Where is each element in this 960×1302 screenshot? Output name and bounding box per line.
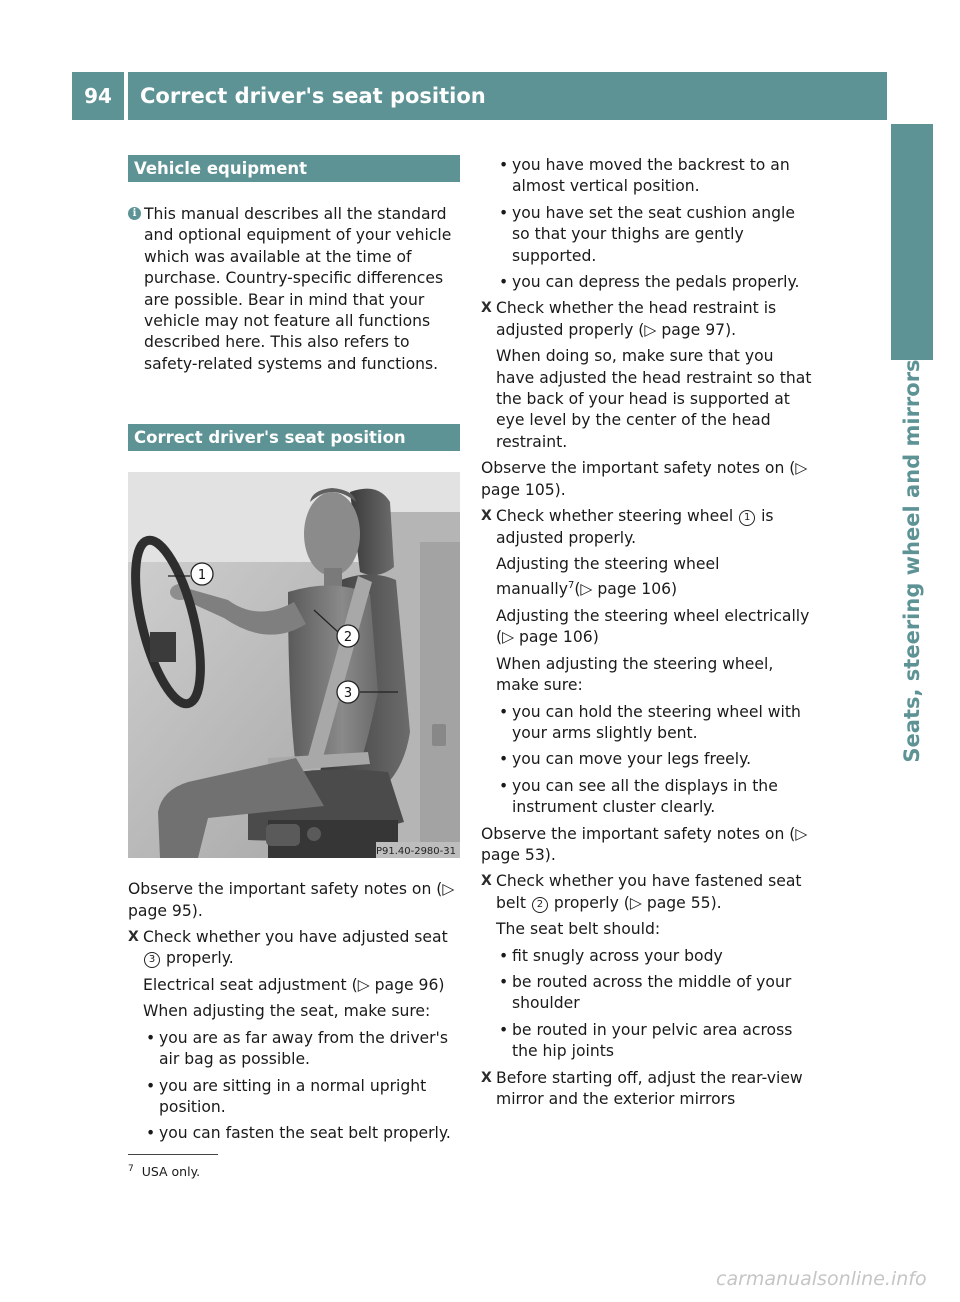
step-seat-text: Check whether you have adjusted seat xyxy=(143,928,448,947)
info-note xyxy=(128,204,460,375)
step-steering-wheel: X Check whether steering wheel 1 is adjusted properly. xyxy=(481,507,774,547)
callout-ref-2: 2 xyxy=(532,897,548,913)
belt-intro: The seat belt should: xyxy=(496,920,661,939)
step-head-restraint: X Check whether the head restraint is adjusted properly (▷ page 97). xyxy=(481,299,777,339)
seat-position-heading: Correct driver's seat position xyxy=(128,424,460,451)
step-marker-icon: X xyxy=(481,508,492,525)
seat-bullet: • you can depress the pedals properly. xyxy=(499,273,800,292)
figure-code: P91.40-2980-31 xyxy=(375,846,456,858)
safety-note-2: Observe the important safety notes on (▷ page 105). xyxy=(481,459,808,499)
step-marker-icon: X xyxy=(128,929,139,946)
electric-wheel-ref: Adjusting the steering wheel electrically (▷ page 106) xyxy=(496,606,810,647)
right-column xyxy=(481,155,815,1110)
manual-wheel-ref: Adjusting the steering wheel manually$^7$(▷ page 106) xyxy=(496,554,720,599)
info-text: This manual describes all the standard and optional equipment of your vehicle which was available at the time of purchase. Country-specific differences are possible. Bear in mind that your vehicle may not feature all functions described here. This also refers to safety-related systems and functions. xyxy=(144,205,452,373)
callout-ref-1: 1 xyxy=(739,510,755,526)
step-seat xyxy=(128,927,460,970)
electrical-seat-ref: Electrical seat adjustment (▷ page 96) xyxy=(143,975,445,994)
page-number: 94 xyxy=(72,72,124,120)
svg-text:3: 3 xyxy=(343,686,353,702)
left-column xyxy=(128,155,460,1145)
wheel-adjust-intro: When adjusting the steering wheel, make sure: xyxy=(496,654,774,695)
vehicle-equipment-heading: Vehicle equipment xyxy=(128,155,460,182)
head-restraint-note: When doing so, make sure that you have adjusted the head restraint so that the back of your head is supported at eye level by the center of the head restraint. xyxy=(496,347,812,451)
seat-bullet: • you have set the seat cushion angle so that your thighs are gently supported. xyxy=(499,203,795,265)
step-marker-icon: X xyxy=(481,873,492,890)
seat-adjust-intro: When adjusting the seat, make sure: xyxy=(143,1002,431,1021)
step-marker-icon: X xyxy=(481,1069,492,1086)
safety-note-3: Observe the important safety notes on (▷ page 53). xyxy=(481,824,808,864)
page-title: Correct driver's seat position xyxy=(128,72,887,120)
callout-1 xyxy=(191,563,213,585)
side-tab xyxy=(888,359,936,763)
svg-text:1: 1 xyxy=(197,568,207,584)
safety-note-1: Observe the important safety notes on (▷ page 95). xyxy=(128,880,455,920)
callout-ref-3: 3 xyxy=(144,952,160,968)
wheel-bullet: • you can hold the steering wheel with your arms slightly bent. xyxy=(499,702,801,742)
watermark: carmanualsonline.info xyxy=(716,1268,927,1290)
footnote: $^7$ USA only. xyxy=(128,1164,201,1180)
callout-3 xyxy=(337,681,359,703)
belt-bullet: • be routed in your pelvic area across the hip joints xyxy=(499,1020,793,1061)
driver-seat-illustration xyxy=(128,472,460,858)
seat-bullet: • you are as far away from the driver's air bag as possible. xyxy=(146,1028,448,1069)
wheel-bullet: • you can see all the displays in the instrument cluster clearly. xyxy=(499,776,778,817)
seat-bullet: • you have moved the backrest to an almost vertical position. xyxy=(499,156,790,196)
step-mirrors: X Before starting off, adjust the rear-view mirror and the exterior mirrors xyxy=(481,1068,803,1109)
belt-bullet: • be routed across the middle of your shoulder xyxy=(499,973,792,1013)
info-icon: i xyxy=(128,207,141,220)
wheel-bullet: • you can move your legs freely. xyxy=(499,750,752,769)
side-tab-label: Seats, steering wheel and mirrors xyxy=(900,359,924,763)
step-marker-icon: X xyxy=(481,300,492,317)
callout-2 xyxy=(337,625,359,647)
svg-text:2: 2 xyxy=(343,630,353,646)
step-seat-belt: X Check whether you have fastened seat belt 2 properly (▷ page 55). xyxy=(481,872,802,912)
side-tab-block xyxy=(891,124,933,360)
belt-bullet: • fit snugly across your body xyxy=(499,946,723,965)
seat-bullet: • you can fasten the seat belt properly. xyxy=(146,1124,451,1143)
footnote-rule xyxy=(128,1154,218,1155)
seat-figure xyxy=(128,472,460,858)
step-seat-text-end: properly. xyxy=(161,949,234,968)
seat-bullet: • you are sitting in a normal upright position. xyxy=(146,1076,427,1116)
